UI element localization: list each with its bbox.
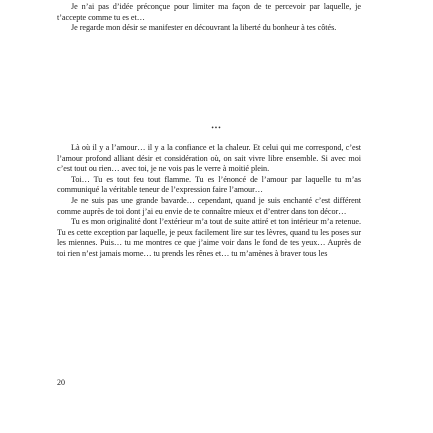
page-number: 20 — [57, 378, 65, 387]
section-separator: ••• — [211, 124, 222, 132]
paragraph: Tu es mon originalité dont l’extérieur m’a tout de suite attiré et ton intérieur m’a retenue. Tu es cette exception par laquelle, je peux facilement lire sur tes lèvres, quand tu les poses sur les miennes. Puis… tu me montres ce que j’aime voir dans le fond de tes yeux… Auprès de toi rien n’est jamais morne… tu prends les rênes et… tu m’amènes à braver tous les — [57, 217, 361, 258]
bottom-text-block — [57, 143, 361, 260]
paragraph: Toi… Tu es tout feu tout flamme. Tu es l’énoncé de l’amour par laquelle tu m’as communiqué la véritable teneur de l’expression faire l’amour… — [57, 174, 361, 195]
paragraph: Je n’ai pas d’idée préconçue pour limiter ma façon de te percevoir par laquelle, je t’accepte comme tu es et… — [57, 2, 361, 22]
paragraph: Je regarde mon désir se manifester en découvrant la liberté du bonheur à tes côtés. — [71, 23, 337, 33]
paragraph: Là où il y a l’amour… il y a la confiance et la chaleur. Et celui qui me correspond, c’est l’amour profond alliant désir et considération où, on sait vivre libre ensemble. Si avec moi c’est tout ou rien… avec toi, je ne vois pas le verre à moitié plein. — [57, 143, 361, 174]
top-text-block — [57, 2, 361, 34]
paragraph: Je ne suis pas une grande bavarde… cependant, quand je suis enchanté c’est différent comme auprès de toi dont j’ai eu envie de te connaître mieux et d’entrer dans ton décor… — [57, 195, 361, 216]
